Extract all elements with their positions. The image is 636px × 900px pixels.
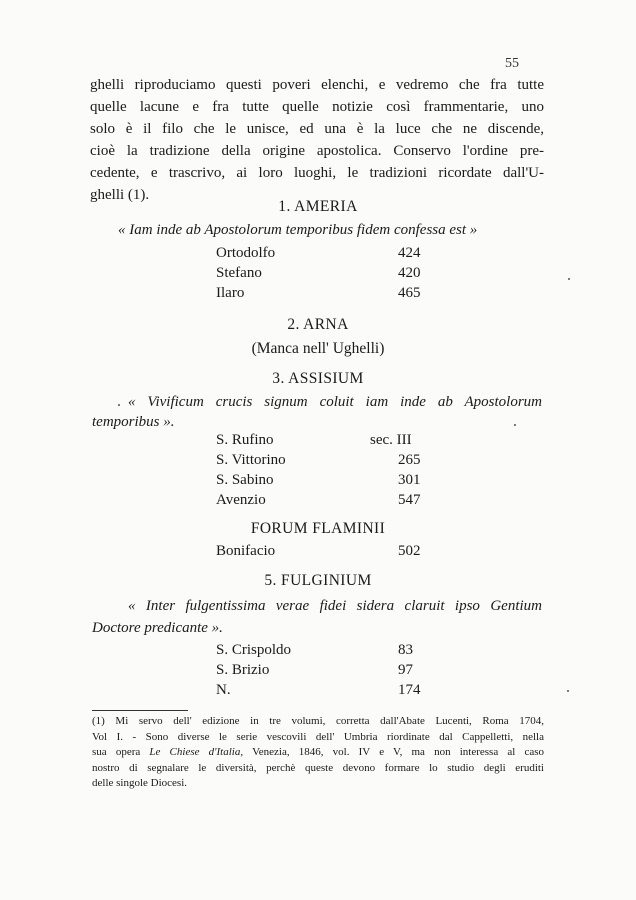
intro-paragraph	[90, 74, 544, 206]
bishop-name: N.	[216, 682, 231, 698]
intro-line: ghelli (1).	[90, 187, 150, 203]
bishop-name: S. Vittorino	[216, 452, 286, 468]
bishop-year: 265	[398, 452, 421, 468]
paper-speck	[514, 424, 516, 426]
paper-speck	[568, 278, 570, 280]
footnote-line: (1) Mi servo dell' edizione in tre volumi, corretta dall'Abate Lucenti, Roma 1704,	[92, 715, 544, 727]
heading-fulginium: 5. FULGINIUM	[264, 572, 372, 589]
footnote-divider	[92, 710, 188, 711]
list-item	[216, 452, 436, 472]
list-item	[216, 682, 436, 702]
quote-assisium-line: temporibus ».	[92, 414, 175, 430]
list-item	[216, 472, 436, 492]
bishop-name: S. Rufino	[216, 432, 274, 448]
paper-speck	[567, 690, 569, 692]
intro-line: quelle lacune e fra tutte quelle notizie così frammentarie, uno	[90, 99, 544, 115]
bishop-year: 97	[398, 662, 413, 678]
footnote	[92, 714, 544, 792]
note-arna: (Manca nell' Ughelli)	[251, 340, 385, 357]
footnote-line: Vol I. - Sono diverse le serie vescovili dell' Umbria riordinate dal Cappelletti, nella	[92, 730, 544, 743]
list-item	[216, 245, 426, 265]
bishop-year: 424	[398, 245, 421, 261]
bishop-year: 547	[398, 492, 421, 508]
list-item	[216, 265, 426, 285]
intro-line: solo è il filo che le unisce, ed una è la luce che ne discende,	[90, 121, 544, 137]
bishop-name: Ilaro	[216, 285, 245, 301]
footnote-line: delle singole Diocesi.	[92, 777, 188, 789]
bishop-name: Ortodolfo	[216, 245, 276, 261]
bishop-year: 420	[398, 265, 421, 281]
bishop-name: S. Brizio	[216, 662, 270, 678]
list-item	[216, 642, 436, 662]
list-item	[216, 285, 426, 305]
heading-assisium: 3. ASSISIUM	[272, 370, 364, 387]
intro-line: cedente, e trascrivo, ai loro luoghi, le tradizioni ricordate dall'U-	[90, 165, 544, 181]
footnote-book-title: Le Chiese d'Italia,	[149, 746, 244, 758]
bishop-year: 465	[398, 285, 421, 301]
bishop-year: 174	[398, 682, 421, 698]
list-item	[216, 492, 436, 512]
list-item	[216, 543, 436, 563]
heading-forum-flaminii: FORUM FLAMINII	[250, 520, 386, 537]
footnote-text: Venezia, 1846, vol. IV e V, ma non interessa al caso	[252, 746, 545, 758]
bishop-name: S. Sabino	[216, 472, 274, 488]
bishop-name: Stefano	[216, 265, 262, 281]
intro-line: cioè la tradizione della origine apostolica. Conservo l'ordine pre-	[90, 143, 544, 159]
paper-speck	[118, 404, 120, 406]
bishop-year: 502	[398, 543, 421, 559]
heading-arna: 2. ARNA	[287, 316, 349, 333]
list-item	[216, 432, 436, 452]
bishop-name: Avenzio	[216, 492, 266, 508]
quote-fulginium-line: Doctore predicante ».	[92, 620, 223, 636]
quote-fulginium-line: « Inter fulgentissima verae fidei sidera claruit ipso Gentium	[128, 598, 542, 614]
footnote-line	[92, 745, 544, 761]
bishop-name: Bonifacio	[216, 543, 276, 559]
quote-assisium-line: « Vivificum crucis signum coluit iam inde ab Apostolorum	[128, 394, 542, 410]
footnote-text: sua opera	[92, 746, 141, 758]
bishop-name: S. Crispoldo	[216, 642, 292, 658]
footnote-line: nostro di segnalare le diversità, perchè queste devono formare lo studio degli eruditi	[92, 761, 544, 774]
intro-line: ghelli riproduciamo questi poveri elenchi, e vedremo che fra tutte	[90, 77, 544, 93]
heading-ameria: 1. AMERIA	[278, 198, 358, 215]
bishop-year: sec. III	[370, 432, 412, 448]
page-number: 55	[505, 56, 519, 71]
quote-ameria: « Iam inde ab Apostolorum temporibus fidem confessa est »	[118, 222, 478, 238]
bishop-year: 83	[398, 642, 413, 658]
list-item	[216, 662, 436, 682]
bishop-year: 301	[398, 472, 421, 488]
